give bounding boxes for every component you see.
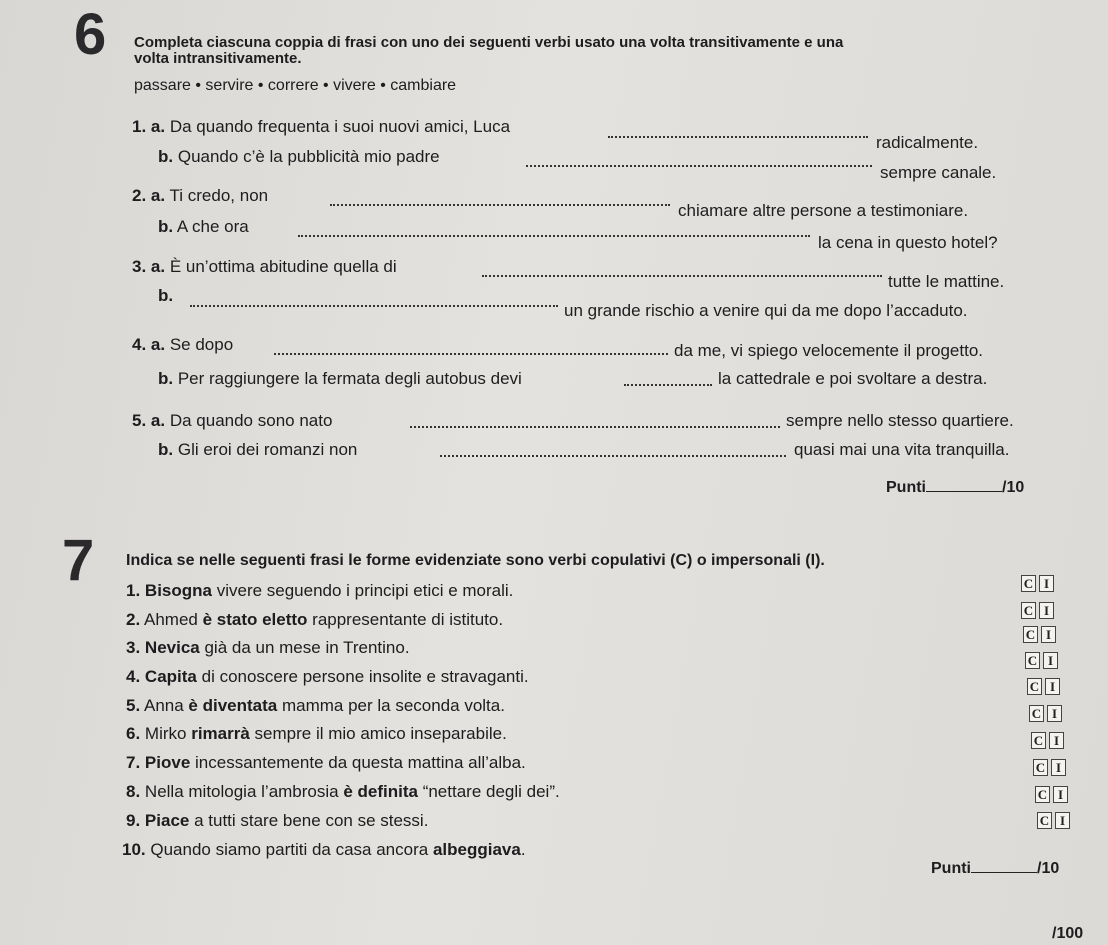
exercise-6-word-list: passare • servire • correre • vivere • cambiare <box>134 77 457 94</box>
option-c-box[interactable]: C <box>1023 626 1038 643</box>
highlighted-verb: è definita <box>343 782 418 801</box>
option-c-box[interactable]: C <box>1031 732 1046 749</box>
item-text-pre: Ahmed <box>143 610 203 629</box>
highlighted-verb: rimarrà <box>191 724 250 743</box>
item-text-post: . <box>520 840 526 859</box>
item-text-post: di conoscere persone insolite e stravaganti. <box>196 667 529 686</box>
item-label: 3. a. <box>132 257 166 276</box>
item-label: 7. <box>126 753 141 772</box>
ex7-choice-9 <box>1035 786 1068 803</box>
ex6-item-2a <box>132 186 268 206</box>
ex7-choice-3 <box>1023 626 1056 643</box>
item-text-before: Per raggiungere la fermata degli autobus devi <box>177 369 522 388</box>
exercise-6-number: 6 <box>74 2 107 67</box>
item-text-post: sempre il mio amico inseparabile. <box>249 724 507 743</box>
item-label: 2. a. <box>132 186 166 205</box>
option-c-box[interactable]: C <box>1027 678 1042 695</box>
highlighted-verb: è diventata <box>188 696 278 715</box>
ex6-item-5a-after: sempre nello stesso quartiere. <box>786 411 1014 430</box>
option-c-box[interactable]: C <box>1033 759 1048 776</box>
item-text-pre: Mirko <box>144 724 192 743</box>
ex7-choice-7 <box>1031 732 1064 749</box>
item-label: 8. <box>126 782 141 801</box>
ex6-item-3a-after: tutte le mattine. <box>888 272 1005 291</box>
ex6-item-4b-blank[interactable] <box>624 370 712 386</box>
item-text-before: Ti credo, non <box>169 186 269 205</box>
ex6-item-1b-after: sempre canale. <box>880 163 997 182</box>
option-i-box[interactable]: I <box>1055 812 1070 829</box>
ex6-item-1a-blank[interactable] <box>608 122 868 138</box>
ex7-item-4 <box>126 667 529 687</box>
option-i-box[interactable]: I <box>1039 575 1054 592</box>
ex6-item-1b-blank[interactable] <box>526 151 872 167</box>
option-i-box[interactable]: I <box>1047 705 1062 722</box>
item-text-before: Quando c’è la pubblicità mio padre <box>177 147 440 166</box>
ex6-item-2a-after: chiamare altre persone a testimoniare. <box>678 201 969 220</box>
ex7-choice-5 <box>1027 678 1060 695</box>
item-label: 4. a. <box>132 335 166 354</box>
ex6-item-2b-after: la cena in questo hotel? <box>818 233 998 252</box>
option-i-box[interactable]: I <box>1049 732 1064 749</box>
score-total: /10 <box>1002 479 1025 496</box>
option-c-box[interactable]: C <box>1021 602 1036 619</box>
highlighted-verb: Nevica <box>144 638 200 657</box>
ex6-item-4b-after: la cattedrale e poi svoltare a destra. <box>718 369 988 388</box>
option-c-box[interactable]: C <box>1037 812 1052 829</box>
ex6-item-4b <box>158 369 522 389</box>
ex6-item-5b <box>158 440 357 460</box>
item-text-pre: Quando siamo partiti da casa ancora <box>150 840 433 859</box>
ex6-item-5a-blank[interactable] <box>410 412 780 428</box>
exercise-7-score <box>931 858 1059 878</box>
ex7-choice-2 <box>1021 602 1054 619</box>
item-text-before: È un’ottima abitudine quella di <box>169 257 397 276</box>
option-i-box[interactable]: I <box>1051 759 1066 776</box>
item-label: 5. a. <box>132 411 166 430</box>
option-c-box[interactable]: C <box>1035 786 1050 803</box>
highlighted-verb: Bisogna <box>144 581 212 600</box>
ex7-item-2 <box>126 610 503 630</box>
item-label: 9. <box>126 811 141 830</box>
item-label: b. <box>158 369 174 388</box>
ex7-choice-8 <box>1033 759 1066 776</box>
highlighted-verb: albeggiava <box>432 840 521 859</box>
item-label: 5. <box>126 696 141 715</box>
item-label: 2. <box>126 610 141 629</box>
option-i-box[interactable]: I <box>1041 626 1056 643</box>
item-label: b. <box>158 217 174 236</box>
ex6-item-3b-after: un grande rischio a venire qui da me dopo l’accaduto. <box>564 301 968 320</box>
ex7-choice-1 <box>1021 575 1054 592</box>
ex7-item-5 <box>126 696 505 716</box>
ex6-item-3a-blank[interactable] <box>482 261 882 277</box>
option-c-box[interactable]: C <box>1025 652 1040 669</box>
highlighted-verb: Piove <box>144 753 191 772</box>
ex6-item-2b-blank[interactable] <box>298 221 810 237</box>
item-label: 4. <box>126 667 141 686</box>
highlighted-verb: Capita <box>144 667 197 686</box>
grand-total: /100 <box>1052 925 1084 942</box>
item-text-before: A che ora <box>176 217 249 236</box>
score-blank[interactable] <box>926 477 1002 492</box>
item-label: 10. <box>122 840 146 859</box>
ex6-item-2a-blank[interactable] <box>330 190 670 206</box>
item-label: b. <box>158 147 174 166</box>
item-label: 1. a. <box>132 117 166 136</box>
ex7-item-8 <box>126 782 560 802</box>
option-i-box[interactable]: I <box>1045 678 1060 695</box>
item-text-pre: Anna <box>143 696 189 715</box>
item-label: 3. <box>126 638 141 657</box>
ex7-item-7 <box>126 753 526 773</box>
option-c-box[interactable]: C <box>1021 575 1036 592</box>
item-text-before: Se dopo <box>169 335 234 354</box>
highlighted-verb: è stato eletto <box>202 610 308 629</box>
ex6-item-5b-after: quasi mai una vita tranquilla. <box>794 440 1010 459</box>
option-i-box[interactable]: I <box>1043 652 1058 669</box>
item-text-post: mamma per la seconda volta. <box>277 696 505 715</box>
ex6-item-2b <box>158 217 249 237</box>
item-text-post: vivere seguendo i principi etici e morali. <box>211 581 514 600</box>
item-text-before: Da quando sono nato <box>169 411 333 430</box>
ex7-choice-4 <box>1025 652 1058 669</box>
exercise-6-instruction-line2: volta intransitivamente. <box>134 50 302 67</box>
ex7-choice-6 <box>1029 705 1062 722</box>
ex6-item-4a-after: da me, vi spiego velocemente il progetto. <box>674 341 984 360</box>
option-c-box[interactable]: C <box>1029 705 1044 722</box>
item-text-before: Gli eroi dei romanzi non <box>177 440 358 459</box>
highlighted-verb: Piace <box>144 811 190 830</box>
exercise-7-instruction: Indica se nelle seguenti frasi le forme evidenziate sono verbi copulativi (C) o impersonali (I). <box>126 552 825 569</box>
score-total: /10 <box>1037 860 1060 877</box>
exercise-7-number: 7 <box>62 528 95 593</box>
ex6-item-3b <box>158 286 173 306</box>
item-text-post: già da un mese in Trentino. <box>199 638 410 657</box>
ex6-item-1b <box>158 147 440 167</box>
ex6-item-1a-after: radicalmente. <box>876 133 979 152</box>
item-text-post: rappresentante di istituto. <box>307 610 504 629</box>
score-label: Punti <box>886 479 926 496</box>
item-label: 1. <box>126 581 141 600</box>
ex6-item-4a-blank[interactable] <box>274 339 668 355</box>
ex7-item-10 <box>122 840 526 860</box>
option-i-box[interactable]: I <box>1039 602 1054 619</box>
item-text-post: incessantemente da questa mattina all’alba. <box>190 753 526 772</box>
option-i-box[interactable]: I <box>1053 786 1068 803</box>
exercise-6-instruction-line1: Completa ciascuna coppia di frasi con uno dei seguenti verbi usato una volta transitivamente e una <box>134 34 844 51</box>
score-label: Punti <box>931 860 971 877</box>
ex6-item-3b-blank[interactable] <box>190 291 558 307</box>
ex7-item-6 <box>126 724 507 744</box>
item-label: 6. <box>126 724 141 743</box>
item-text-post: a tutti stare bene con se stessi. <box>189 811 429 830</box>
item-label: b. <box>158 286 174 305</box>
ex6-item-3a <box>132 257 397 277</box>
ex6-item-1a <box>132 117 510 137</box>
item-text-pre: Nella mitologia l’ambrosia <box>144 782 344 801</box>
score-blank[interactable] <box>971 858 1037 873</box>
item-text-post: “nettare degli dei”. <box>417 782 560 801</box>
ex6-item-5a <box>132 411 332 431</box>
ex7-choice-10 <box>1037 812 1070 829</box>
exercise-6-score <box>886 477 1024 497</box>
item-label: b. <box>158 440 174 459</box>
ex6-item-5b-blank[interactable] <box>440 441 786 457</box>
ex7-item-1 <box>126 581 513 601</box>
ex6-item-4a <box>132 335 233 355</box>
item-text-before: Da quando frequenta i suoi nuovi amici, Luca <box>169 117 511 136</box>
ex7-item-9 <box>126 811 428 831</box>
ex7-item-3 <box>126 638 410 658</box>
